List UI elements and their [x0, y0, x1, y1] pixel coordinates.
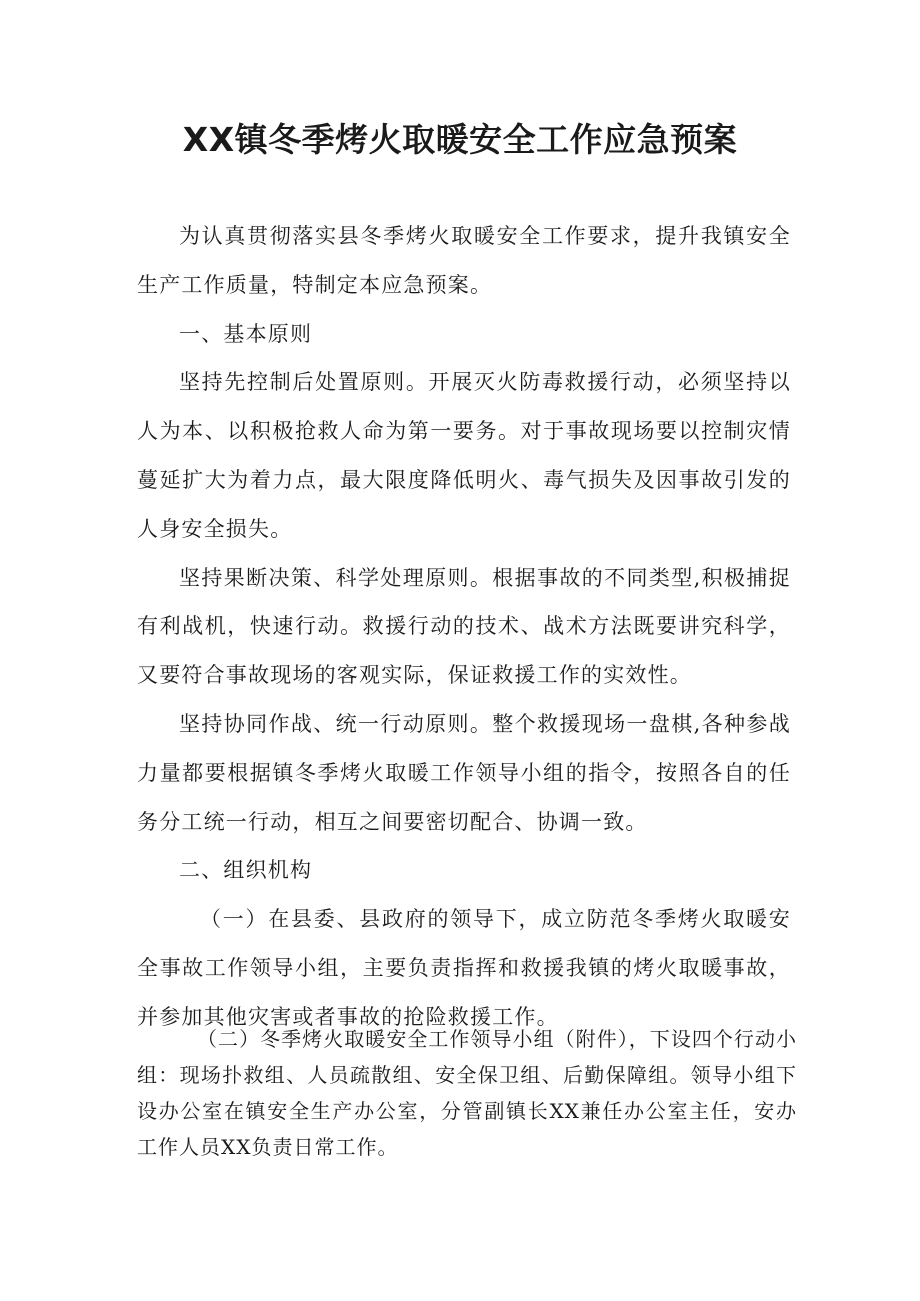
intro-paragraph: 为认真贯彻落实县冬季烤火取暖安全工作要求，提升我镇安全生产工作质量，特制定本应急预案。 [137, 224, 791, 297]
principle-paragraph-coordination: 坚持协同作战、统一行动原则。整个救援现场一盘棋,各种参战力量都要根据镇冬季烤火取暖工作领导小组的指令，按照各自的任务分工统一行动，相互之间要密切配合、协调一致。 [137, 711, 791, 834]
principle-paragraph-decisive: 坚持果断决策、科学处理原则。根据事故的不同类型,积极捕捉有利战机，快速行动。救援行动的技术、战术方法既要讲究科学，又要符合事故现场的客观实际，保证救援工作的实效性。 [137, 565, 791, 688]
principle-paragraph-control-first: 坚持先控制后处置原则。开展灭火防毒救援行动，必须坚持以人为本、以积极抢救人命为第一要务。对于事故现场要以控制灾情蔓延扩大为着力点，最大限度降低明火、毒气损失及因事故引发的人身安全损失。 [137, 370, 791, 541]
document-title: XX镇冬季烤火取暖安全工作应急预案 [182, 120, 738, 159]
organization-paragraph-2: （二）冬季烤火取暖安全工作领导小组（附件），下设四个行动小组：现场扑救组、人员疏散组、安全保卫组、后勤保障组。领导小组下设办公室在镇安全生产办公室，分管副镇长XX兼任办公室主任，安办工作人员XX负责日常工作。 [137, 1027, 797, 1159]
section-heading-organization: 二、组织机构 [179, 858, 313, 883]
organization-paragraph-1: （一）在县委、县政府的领导下，成立防范冬季烤火取暖安全事故工作领导小组，主要负责指挥和救援我镇的烤火取暖事故，并参加其他灾害或者事故的抢险救援工作。 [137, 907, 791, 1029]
section-heading-basic-principles: 一、基本原则 [179, 321, 313, 346]
document-body-dense [137, 1021, 797, 1165]
document-body [137, 212, 791, 1042]
